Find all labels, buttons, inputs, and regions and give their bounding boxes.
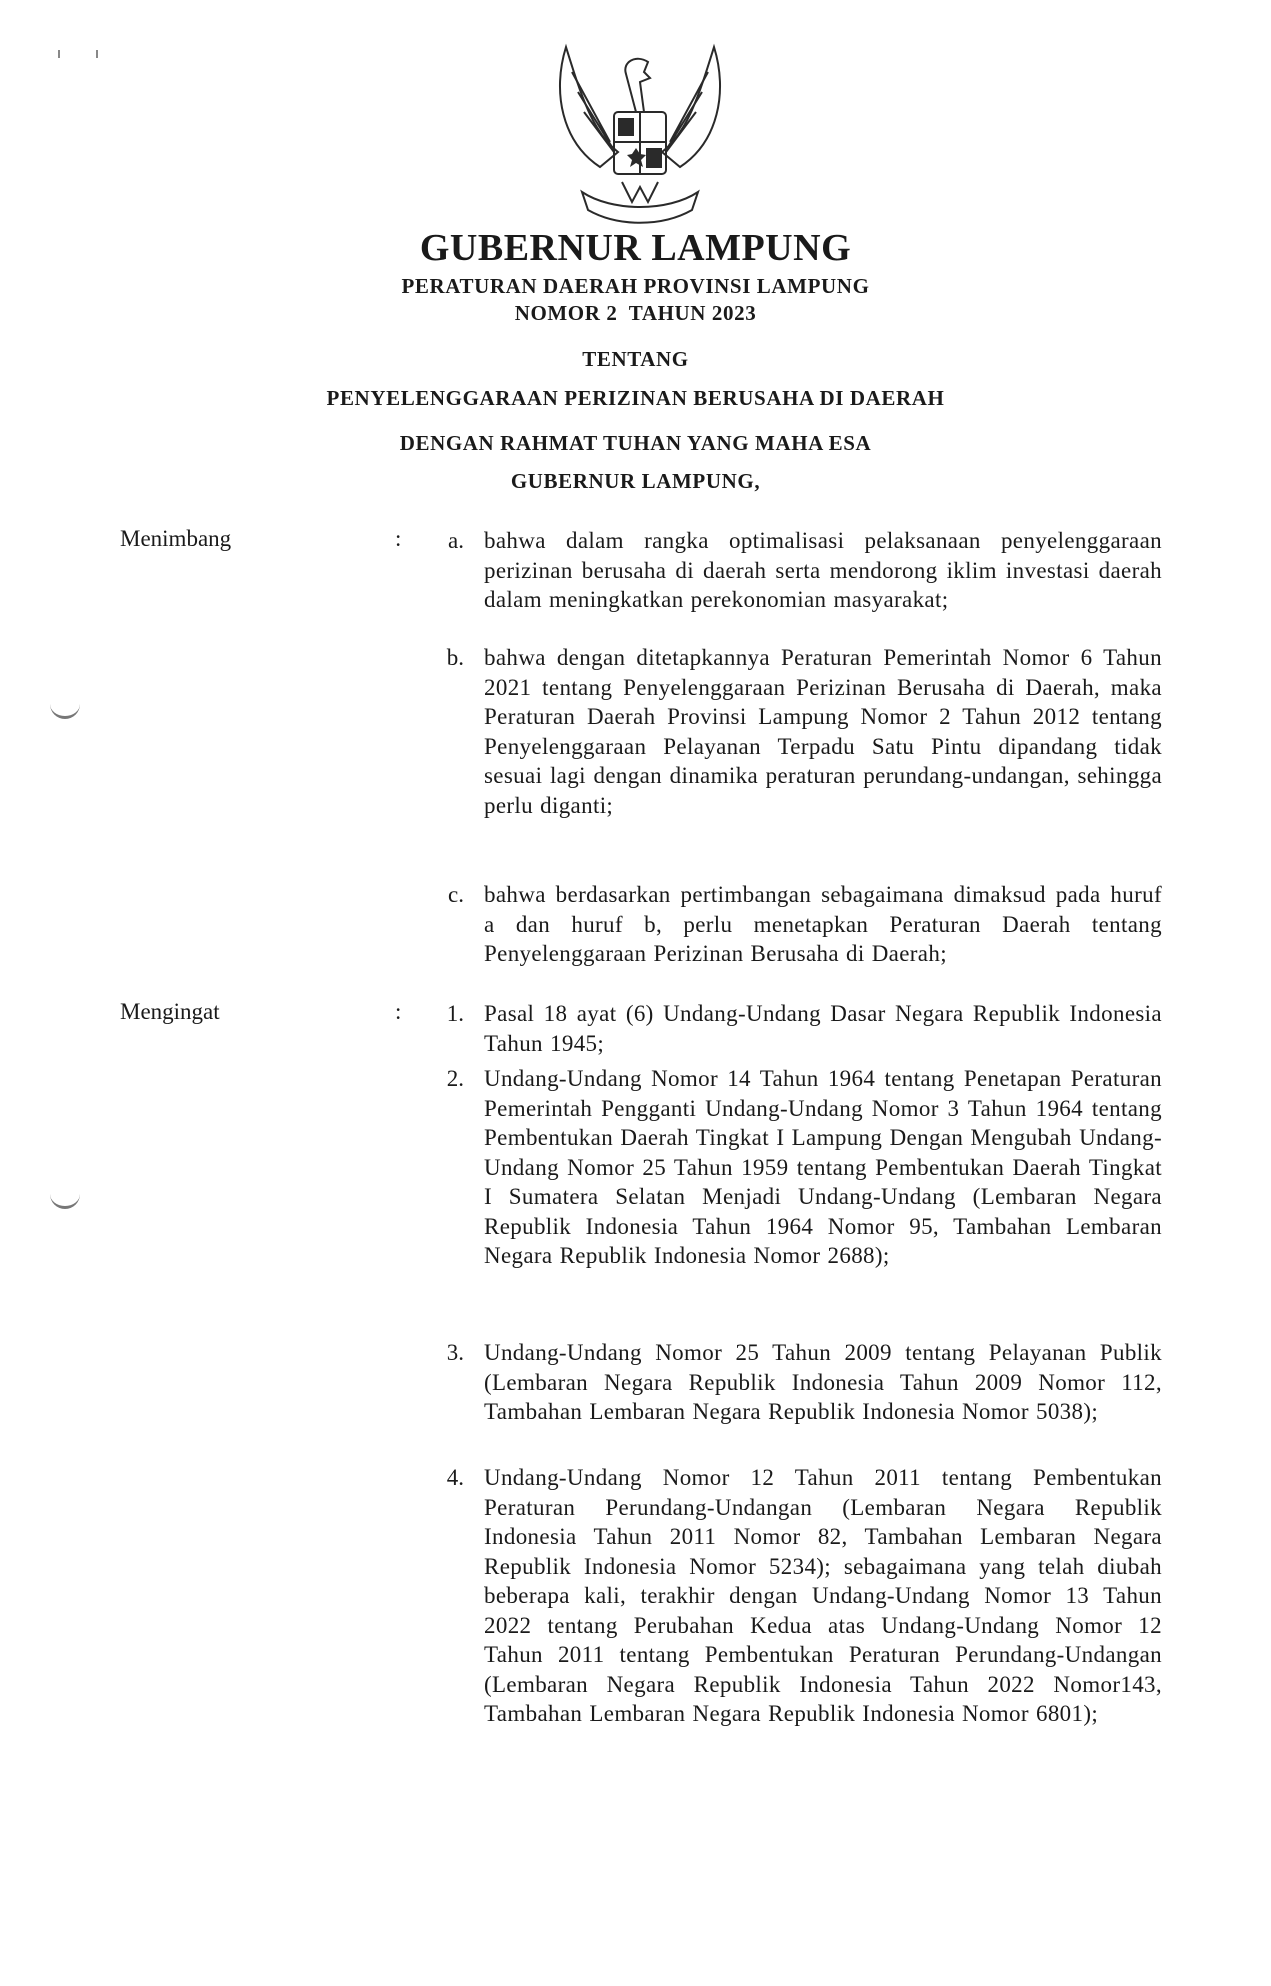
item-text: bahwa dalam rangka optimalisasi pelaksanaan penyelenggaraan perizinan berusaha di daerah serta mendorong iklim investasi daerah dalam meningkatkan perekonomian masyarakat; (484, 528, 1162, 612)
issuer: GUBERNUR LAMPUNG, (510, 469, 761, 493)
item-text: bahwa dengan ditetapkannya Peraturan Pemerintah Nomor 6 Tahun 2021 tentang Penyelenggaraan Perizinan Berusaha di Daerah, maka Peraturan Daerah Provinsi Lampung Nomor 2 Tahun 2012 tentang Penyelenggaraan Pelayanan Terpadu Satu Pintu dipandang tidak sesuai lagi dengan dinamika peraturan perundang-undangan, sehingga perlu diganti; (484, 645, 1162, 818)
mengingat-label: Mengingat (120, 999, 220, 1024)
item-text: Pasal 18 ayat (6) Undang-Undang Dasar Negara Republik Indonesia Tahun 1945; (484, 1001, 1162, 1056)
item-text: Undang-Undang Nomor 12 Tahun 2011 tentang Pembentukan Peraturan Perundang-Undangan (Lembaran Negara Republik Indonesia Tahun 2011 Nomor 82, Tambahan Lembaran Negara Republik Indonesia Nomor 5234); sebagaimana yang telah diubah beberapa kali, terakhir dengan Undang-Undang Nomor 13 Tahun 2022 tentang Perubahan Kedua atas Undang-Undang Nomor 12 Tahun 2011 tentang Pembentukan Peraturan Perundang-Undangan (Lembaran Negara Republik Indonesia Tahun 2022 Nomor143, Tambahan Lembaran Negara Republik Indonesia Nomor 6801); (484, 1465, 1162, 1726)
regulation-subject: PENYELENGGARAAN PERIZINAN BERUSAHA DI DAERAH (326, 386, 945, 410)
list-item (420, 880, 1162, 969)
item-number: b. (446, 645, 464, 670)
item-number: c. (448, 882, 464, 907)
item-text: Undang-Undang Nomor 14 Tahun 1964 tentang Penetapan Peraturan Pemerintah Pengganti Undang-Undang Nomor 3 Tahun 1964 tentang Pembentukan Daerah Tingkat I Lampung Dengan Mengubah Undang-Undang Nomor 25 Tahun 1959 tentang Pembentukan Daerah Tingkat I Sumatera Selatan Menjadi Undang-Undang (Lembaran Negara Republik Indonesia Tahun 1964 Nomor 95, Tambahan Lembaran Negara Republik Indonesia Nomor 2688); (484, 1066, 1162, 1268)
list-item (420, 526, 1162, 615)
item-text: bahwa berdasarkan pertimbangan sebagaimana dimaksud pada huruf a dan huruf b, perlu menetapkan Peraturan Daerah tentang Penyelenggaraan Perizinan Berusaha di Daerah; (484, 882, 1162, 966)
colon: : (395, 526, 402, 551)
punch-hole-mark (50, 1190, 80, 1209)
list-item (420, 1064, 1162, 1271)
preamble: DENGAN RAHMAT TUHAN YANG MAHA ESA (399, 431, 872, 455)
item-number: 3. (446, 1340, 464, 1365)
garuda-emblem-icon (552, 42, 728, 232)
scan-mark (96, 50, 98, 58)
about-heading: TENTANG (582, 347, 689, 371)
item-number: 4. (446, 1465, 464, 1490)
item-number: a. (448, 528, 464, 553)
document-title: GUBERNUR LAMPUNG (419, 227, 852, 269)
colon: : (395, 999, 402, 1024)
item-text: Undang-Undang Nomor 25 Tahun 2009 tentang Pelayanan Publik (Lembaran Negara Republik Indonesia Tahun 2009 Nomor 112, Tambahan Lembaran Negara Republik Indonesia Nomor 5038); (484, 1340, 1162, 1424)
list-item (420, 999, 1162, 1058)
list-item (420, 1463, 1162, 1729)
item-number: 2. (446, 1066, 464, 1091)
scan-mark (58, 50, 60, 58)
punch-hole-mark (50, 700, 80, 719)
menimbang-label: Menimbang (120, 526, 232, 551)
regulation-name: PERATURAN DAERAH PROVINSI LAMPUNG (401, 274, 870, 298)
list-item (420, 643, 1162, 820)
regulation-number: NOMOR 2 TAHUN 2023 (514, 301, 757, 325)
list-item (420, 1338, 1162, 1427)
item-number: 1. (446, 1001, 464, 1026)
